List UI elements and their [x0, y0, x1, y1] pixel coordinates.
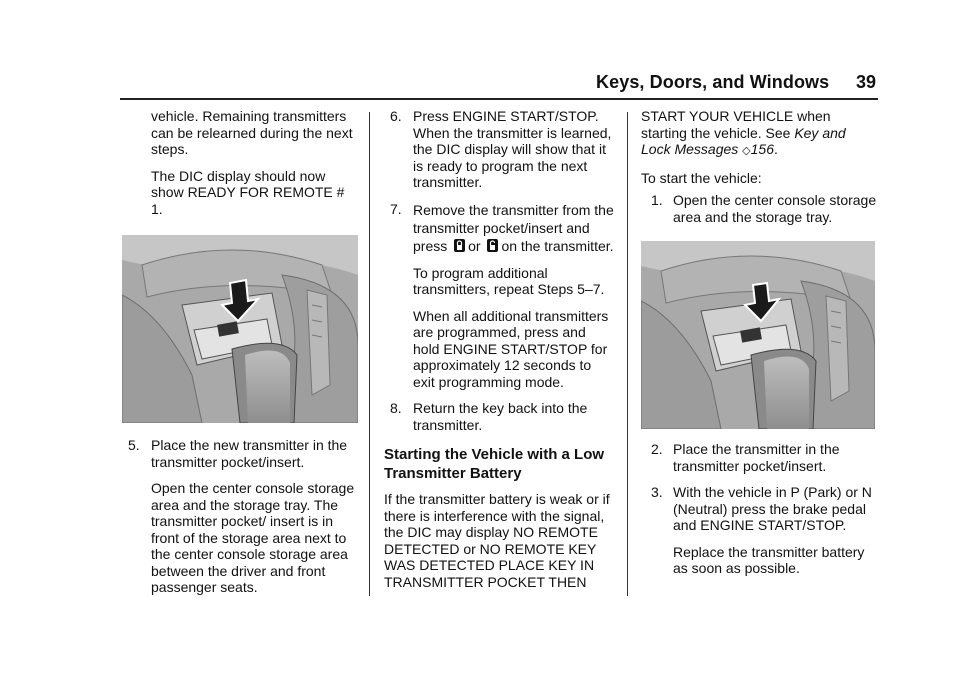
step-7-text-b: on the transmitter. — [501, 237, 614, 254]
step-5-detail: Open the center console storage area and the storage tray. The transmitter pocket/ insert is in front of the storage area next to the center console storage area between the driver and front passenger seats. — [151, 480, 355, 595]
start-step-2-number: 2. — [651, 441, 663, 457]
start-step-3-text: With the vehicle in P (Park) or N (Neutral) press the brake pedal and ENGINE START/STOP. — [673, 484, 872, 533]
column-divider-1 — [369, 112, 370, 596]
step-7 — [384, 201, 616, 255]
start-step-3 — [641, 484, 877, 534]
step-7-text — [413, 201, 616, 255]
step-5 — [122, 437, 358, 470]
start-step-2-text: Place the transmitter in the transmitter pocket/insert. — [673, 441, 840, 474]
step-7-detail-1: To program additional transmitters, repeat Steps 5–7. — [413, 264, 605, 297]
unlock-icon — [487, 239, 498, 252]
step-7-detail-2: When all additional transmitters are programmed, press and hold ENGINE START/STOP for approximately 12 seconds to exit programming mode. — [413, 307, 609, 390]
step-8 — [384, 400, 616, 433]
running-header-title: Keys, Doors, and Windows — [596, 72, 830, 92]
to-start-label: To start the vehicle: — [641, 169, 762, 186]
reference-period: . — [774, 141, 778, 157]
step-8-text: Return the key back into the transmitter. — [413, 400, 588, 433]
section-heading: Starting the Vehicle with a Low Transmitter Battery — [384, 446, 605, 482]
page-reference-arrow: ◇ — [742, 145, 751, 157]
column-2 — [384, 108, 616, 590]
start-step-3-detail: Replace the transmitter battery as soon as possible. — [673, 543, 865, 576]
header-divider — [120, 98, 878, 100]
transmitter-pocket-illustration — [641, 241, 877, 429]
start-step-1-number: 1. — [651, 192, 663, 208]
start-step-2 — [641, 441, 877, 474]
step-5-number: 5. — [128, 437, 140, 453]
intro-paragraph: vehicle. Remaining transmitters can be relearned during the next steps. — [151, 108, 353, 157]
start-step-3-number: 3. — [651, 484, 663, 500]
start-step-1-text: Open the center console storage area and the storage tray. — [673, 192, 877, 225]
start-step-1 — [641, 192, 877, 225]
column-3 — [641, 108, 877, 577]
cross-reference-title: Key and Lock Messages — [641, 124, 846, 157]
step-5-text: Place the new transmitter in the transmitter pocket/insert. — [151, 437, 348, 470]
continued-text: START YOUR VEHICLE when starting the vehicle. See — [641, 108, 831, 141]
dic-paragraph: The DIC display should now show READY FOR REMOTE # 1. — [151, 167, 345, 217]
step-7-or: or — [468, 237, 481, 254]
console-pocket-illustration — [122, 235, 358, 423]
step-8-number: 8. — [390, 400, 402, 416]
step-6-number: 6. — [390, 108, 402, 124]
cross-reference-page: 156 — [750, 141, 774, 157]
continued-paragraph — [641, 108, 877, 160]
column-1 — [122, 108, 358, 596]
step-7-text-a: Remove the transmitter from the transmitter pocket/insert and press — [413, 201, 614, 254]
lock-icon — [454, 239, 465, 252]
step-6-text: Press ENGINE START/STOP. When the transmitter is learned, the DIC display will show that it is ready to program the next transmitter. — [413, 108, 612, 190]
step-6 — [384, 108, 616, 191]
page-number: 39 — [856, 72, 877, 92]
column-divider-2 — [627, 112, 628, 596]
low-battery-paragraph: If the transmitter battery is weak or if there is interference with the signal, the DIC may display NO REMOTE DETECTED or NO REMOTE KEY WAS DETECTED PLACE KEY IN TRANSMITTER POCKET THEN — [384, 491, 610, 590]
step-7-number: 7. — [390, 200, 402, 217]
